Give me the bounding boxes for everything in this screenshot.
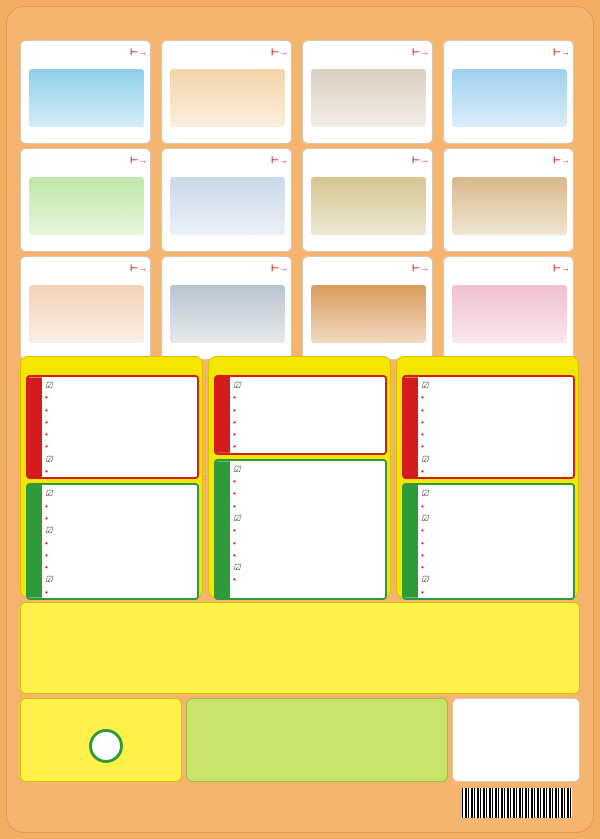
- usage-heading: [421, 487, 571, 499]
- example-english: [233, 405, 236, 415]
- usage-example: [233, 549, 383, 561]
- time-phrases-panel: [20, 698, 182, 782]
- usage-example: [421, 561, 571, 573]
- side-label: [216, 461, 230, 598]
- usage-example: [421, 586, 571, 598]
- preposition-card: [302, 256, 433, 360]
- example-english: [421, 550, 424, 560]
- usage-rows: [421, 379, 571, 477]
- preposition-card-grid: [20, 40, 580, 360]
- timeline-icon: ⊢→: [130, 155, 147, 165]
- preposition-card: [443, 40, 574, 144]
- timeline-icon: ⊢→: [553, 263, 570, 273]
- timeline-icon: ⊢→: [412, 155, 429, 165]
- example-english: [45, 550, 48, 560]
- usage-heading: [233, 463, 383, 475]
- example-english: [233, 392, 236, 402]
- illustration-image: [29, 177, 144, 235]
- timeline-icon: ⊢→: [130, 263, 147, 273]
- example-english: [233, 550, 236, 560]
- place-usage-box: [402, 483, 575, 600]
- illustration-image: [170, 69, 285, 127]
- example-english: [421, 525, 424, 535]
- compound-prepositions-panel: [186, 698, 448, 782]
- timeline-icon: ⊢→: [271, 155, 288, 165]
- timeline-icon: ⊢→: [271, 47, 288, 57]
- example-english: [45, 441, 48, 451]
- usage-example: [421, 500, 571, 512]
- example-english: [421, 405, 424, 415]
- usage-example: [45, 440, 195, 452]
- example-english: [45, 466, 48, 476]
- usage-rows: [45, 487, 195, 598]
- usage-heading: [233, 512, 383, 524]
- preposition-card: [161, 256, 292, 360]
- time-usage-box: [214, 375, 387, 455]
- example-english: [45, 538, 48, 548]
- column-at: [20, 356, 203, 598]
- example-english: [421, 441, 424, 451]
- usage-example: [45, 561, 195, 573]
- usage-rows: [45, 379, 195, 477]
- timeline-icon: ⊢→: [271, 263, 288, 273]
- usage-example: [233, 416, 383, 428]
- illustration-image: [29, 285, 144, 343]
- usage-example: [421, 416, 571, 428]
- preposition-card: [161, 148, 292, 252]
- example-english: [233, 476, 236, 486]
- usage-heading: [421, 512, 571, 524]
- illustration-image: [311, 177, 426, 235]
- usage-example: [233, 573, 383, 585]
- timeline-icon: ⊢→: [553, 47, 570, 57]
- usage-rows: [233, 379, 383, 453]
- usage-heading: [421, 573, 571, 585]
- usage-example: [233, 428, 383, 440]
- clock-icon: [89, 729, 123, 763]
- example-english: [421, 538, 424, 548]
- usage-note: [233, 586, 383, 598]
- usage-example: [233, 440, 383, 452]
- time-usage-box: [26, 375, 199, 479]
- illustration-image: [452, 285, 567, 343]
- example-english: [421, 429, 424, 439]
- side-label: [404, 485, 418, 598]
- example-english: [233, 441, 236, 451]
- usage-example: [45, 537, 195, 549]
- usage-example: [233, 487, 383, 499]
- preposition-card: [443, 256, 574, 360]
- example-english: [45, 587, 48, 597]
- no-preposition-panel: [452, 698, 580, 782]
- timeline-icon: ⊢→: [553, 155, 570, 165]
- usage-heading: [45, 573, 195, 585]
- example-english: [45, 417, 48, 427]
- usage-example: [421, 524, 571, 536]
- usage-example: [233, 391, 383, 403]
- side-label: [28, 377, 42, 477]
- usage-example: [233, 537, 383, 549]
- preposition-card: [20, 40, 151, 144]
- column-in: [396, 356, 579, 598]
- usage-example: [233, 524, 383, 536]
- example-english: [421, 392, 424, 402]
- usage-heading: [45, 487, 195, 499]
- usage-example: [421, 465, 571, 477]
- illustration-image: [170, 177, 285, 235]
- usage-example: [45, 549, 195, 561]
- usage-heading: [45, 453, 195, 465]
- example-english: [421, 417, 424, 427]
- usage-heading: [421, 453, 571, 465]
- illustration-image: [452, 69, 567, 127]
- example-english: [421, 587, 424, 597]
- preposition-card: [20, 148, 151, 252]
- example-english: [45, 429, 48, 439]
- usage-example: [233, 475, 383, 487]
- usage-rows: [233, 463, 383, 598]
- usage-example: [421, 428, 571, 440]
- example-english: [233, 525, 236, 535]
- preposition-card: [161, 40, 292, 144]
- illustration-image: [311, 69, 426, 127]
- preposition-card: [443, 148, 574, 252]
- usage-example: [45, 416, 195, 428]
- example-english: [45, 501, 48, 511]
- barcode-image: [462, 788, 572, 818]
- usage-example: [45, 428, 195, 440]
- side-label: [404, 377, 418, 477]
- usage-example: [421, 404, 571, 416]
- preposition-card: [302, 40, 433, 144]
- usage-heading: [421, 379, 571, 391]
- example-english: [45, 562, 48, 572]
- example-english: [45, 392, 48, 402]
- example-english: [233, 538, 236, 548]
- page-title: [150, 20, 450, 40]
- usage-example: [233, 500, 383, 512]
- usage-example: [45, 500, 195, 512]
- place-usage-box: [26, 483, 199, 600]
- usage-example: [421, 440, 571, 452]
- example-english: [233, 574, 236, 584]
- place-usage-box: [214, 459, 387, 600]
- illustration-image: [311, 285, 426, 343]
- example-english: [45, 513, 48, 523]
- usage-example: [45, 391, 195, 403]
- example-english: [45, 405, 48, 415]
- example-english: [421, 466, 424, 476]
- usage-example: [421, 391, 571, 403]
- prepositional-phrases-panel: [20, 602, 580, 694]
- illustration-image: [170, 285, 285, 343]
- usage-rows: [421, 487, 571, 598]
- example-english: [421, 501, 424, 511]
- usage-example: [421, 549, 571, 561]
- time-usage-box: [402, 375, 575, 479]
- usage-example: [421, 537, 571, 549]
- example-english: [421, 562, 424, 572]
- usage-example: [45, 586, 195, 598]
- side-label: [28, 485, 42, 598]
- usage-heading: [233, 379, 383, 391]
- usage-heading: [45, 524, 195, 536]
- illustration-image: [29, 69, 144, 127]
- example-english: [233, 501, 236, 511]
- usage-example: [233, 404, 383, 416]
- timeline-icon: ⊢→: [130, 47, 147, 57]
- side-label: [216, 377, 230, 453]
- column-on: [208, 356, 391, 598]
- example-english: [233, 429, 236, 439]
- timeline-icon: ⊢→: [412, 47, 429, 57]
- usage-example: [45, 465, 195, 477]
- preposition-card: [20, 256, 151, 360]
- example-english: [233, 417, 236, 427]
- example-english: [233, 488, 236, 498]
- usage-example: [45, 512, 195, 524]
- usage-heading: [233, 561, 383, 573]
- usage-heading: [45, 379, 195, 391]
- preposition-card: [302, 148, 433, 252]
- usage-example: [45, 404, 195, 416]
- timeline-icon: ⊢→: [412, 263, 429, 273]
- illustration-image: [452, 177, 567, 235]
